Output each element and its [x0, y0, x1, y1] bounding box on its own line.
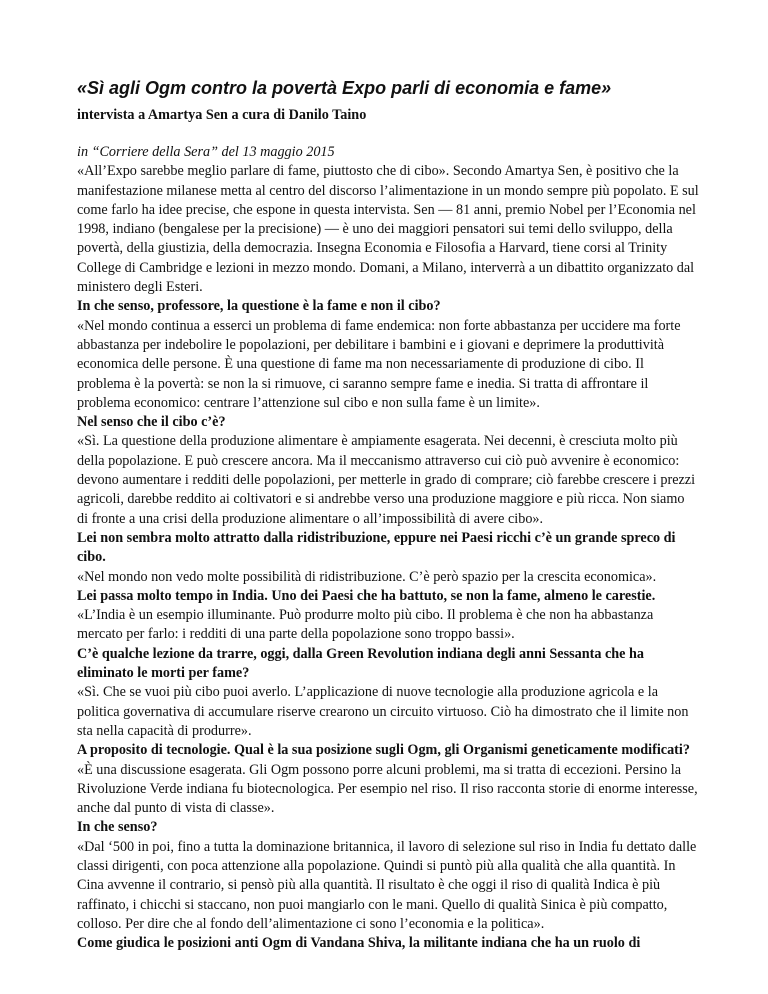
article-subtitle: intervista a Amartya Sen a cura di Danilo Taino — [77, 107, 367, 123]
interview-question: Lei passa molto tempo in India. Uno dei Paesi che ha battuto, se non la fame, almeno le carestie. — [77, 587, 656, 604]
article-body — [77, 162, 699, 953]
interview-question: Come giudica le posizioni anti Ogm di Vandana Shiva, la militante indiana che ha un ruolo di — [77, 935, 641, 952]
interview-answer: «Nel mondo non vedo molte possibilità di ridistribuzione. C’è però spazio per la crescita economica». — [77, 568, 657, 585]
interview-question: In che senso? — [77, 819, 158, 836]
interview-answer: «All’Expo sarebbe meglio parlare di fame, piuttosto che di cibo». Secondo Amartya Sen, è positivo che la manifestazione milanese metta al centro del discorso l’alimentazione in un mondo sempre più popolato. E sul come farlo ha idee precise, che espone in questa intervista. Sen — 81 anni, premio Nobel per l’Economia nel 1998, indiano (bengalese per la precisione) — è uno dei maggiori pensatori sui temi dello sviluppo, della povertà, della giustizia, della democrazia. Insegna Economia e Filosofia a Harvard, tiene corsi al Trinity College di Cambridge e lezioni in mezzo mondo. Domani, a Milano, interverrà a un dibattito organizzato dal ministero degli Esteri. — [77, 163, 699, 296]
interview-answer: «È una discussione esagerata. Gli Ogm possono porre alcuni problemi, ma si tratta di eccezioni. Persino la Rivoluzione Verde indiana fu biotecnologica. Per esempio nel riso. Il riso racconta storie di enorme interesse, anche dal punto di vista di classe». — [77, 761, 698, 817]
interview-answer: «Sì. La questione della produzione alimentare è ampiamente esagerata. Nei decenni, è cresciuta molto più della popolazione. E può crescere ancora. Ma il meccanismo attraverso cui ciò può avvenire è economico: devono aumentare i redditi delle popolazioni, per metterle in grado di comprare; ciò farebbe crescere i prezzi agricoli, darebbe reddito ai coltivatori e si andrebbe verso una produzione maggiore e più ricca. Non siamo di fronte a una crisi della produzione alimentare o all’impossibilità di avere cibo». — [77, 433, 696, 527]
document-page — [77, 76, 699, 953]
article-source: in “Corriere della Sera” del 13 maggio 2015 — [77, 144, 335, 160]
interview-question: C’è qualche lezione da trarre, oggi, dalla Green Revolution indiana degli anni Sessanta che ha eliminato le morti per fame? — [77, 645, 644, 682]
interview-question: A proposito di tecnologie. Qual è la sua posizione sugli Ogm, gli Organismi geneticamente modificati? — [77, 742, 690, 759]
interview-question: Nel senso che il cibo c’è? — [77, 414, 226, 431]
interview-answer: «L’India è un esempio illuminante. Può produrre molto più cibo. Il problema è che non ha abbastanza mercato per farlo: i redditi di una parte della popolazione sono troppo bassi». — [77, 607, 654, 643]
interview-question: Lei non sembra molto attratto dalla ridistribuzione, eppure nei Paesi ricchi c’è un grande spreco di cibo. — [77, 529, 676, 566]
article-title: «Sì agli Ogm contro la povertà Expo parli di economia e fame» — [77, 78, 612, 98]
interview-answer: «Nel mondo continua a esserci un problema di fame endemica: non forte abbastanza per uccidere ma forte abbastanza per indebolire le popolazioni, per debilitare i bambini e i giovani e deprimere la produttività economica delle persone. È una questione di fame ma non necessariamente di produzione di cibo. Il problema è la povertà: se non la si rimuove, ci saranno sempre fame e inedia. Si tratta di affrontare il problema economico: centrare l’attenzione sul cibo e non sulla fame è un limite». — [77, 317, 681, 411]
interview-answer: «Sì. Che se vuoi più cibo puoi averlo. L’applicazione di nuove tecnologie alla produzione agricola e la politica governativa di accumulare riserve crearono un circuito virtuoso. Ciò ha dimostrato che il limite non sta nella capacità di produrre». — [77, 684, 689, 739]
interview-answer: «Dal ‘500 in poi, fino a tutta la dominazione britannica, il lavoro di selezione sul riso in India fu dettato dalle classi dirigenti, con poca attenzione alla popolazione. Quindi si puntò più alla qualità che alla quantità. In Cina avvenne il contrario, si pensò più alla quantità. Il risultato è che oggi il riso di qualità Indica è più raffinato, i chicchi si staccano, non puoi mangiarlo con le mani. Quello di qualità Sinica è più compatto, colloso. Per dire che al fondo dell’alimentazione ci sono l’economia e la politica». — [77, 838, 697, 932]
interview-question: In che senso, professore, la questione è la fame e non il cibo? — [77, 298, 441, 315]
